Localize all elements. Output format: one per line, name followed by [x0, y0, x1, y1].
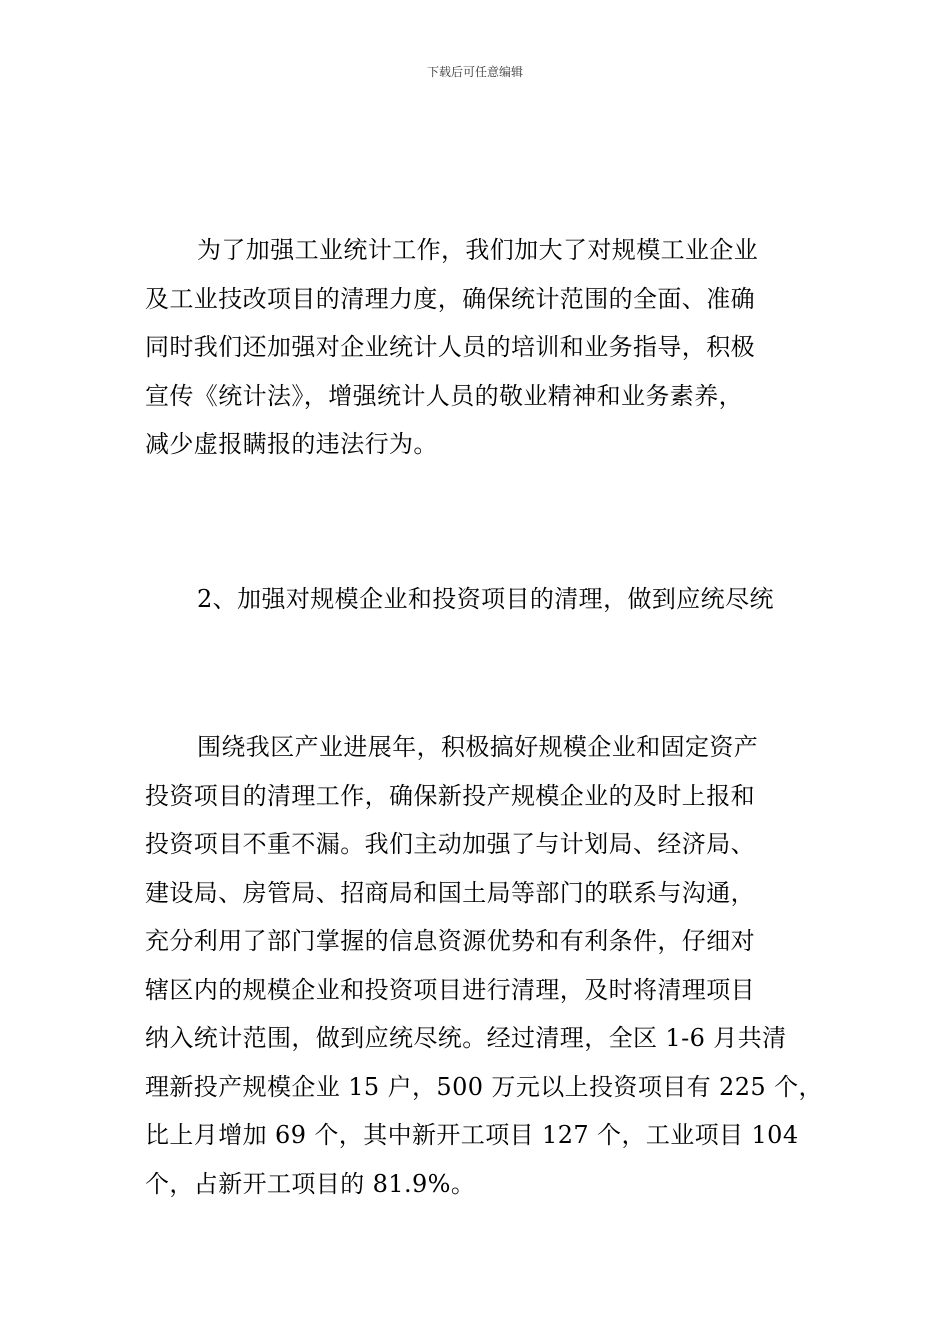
- paragraph-project-cleanup: [145, 723, 825, 1208]
- text-line: 减少虚报瞒报的违法行为。: [145, 430, 438, 458]
- text-line: 纳入统计范围，做到应统尽统。经过清理，全区 1-6 月共清: [145, 1024, 787, 1052]
- text-line: 为了加强工业统计工作，我们加大了对规模工业企业: [197, 236, 759, 264]
- text-line: 建设局、房管局、招商局和国土局等部门的联系与沟通，: [145, 878, 755, 907]
- paragraph-statistics-work: [145, 226, 825, 469]
- text-line: 比上月增加 69 个，其中新开工项目 127 个，工业项目 104: [145, 1121, 799, 1149]
- text-line: 同时我们还加强对企业统计人员的培训和业务指导，积极: [145, 333, 755, 361]
- text-line: 及工业技改项目的清理力度，确保统计范围的全面、准确: [145, 284, 755, 313]
- text-line: 宣传《统计法》，增强统计人员的敬业精神和业务素养，: [145, 381, 743, 410]
- heading-text: 2、加强对规模企业和投资项目的清理，做到应统尽统: [197, 585, 774, 613]
- text-line: 理新投产规模企业 15 户，500 万元以上投资项目有 225 个，: [145, 1072, 823, 1101]
- text-line: 投资项目的清理工作，确保新投产规模企业的及时上报和: [145, 781, 755, 810]
- text-line: 个，占新开工项目的 81.9%。: [145, 1169, 476, 1198]
- text-line: 围绕我区产业进展年，积极搞好规模企业和固定资产: [197, 733, 759, 761]
- page-header: 下载后可任意编辑: [426, 65, 523, 79]
- text-line: 投资项目不重不漏。我们主动加强了与计划局、经济局、: [145, 830, 755, 858]
- text-line: 辖区内的规模企业和投资项目进行清理，及时将清理项目: [145, 975, 755, 1004]
- section-heading: [145, 575, 825, 624]
- text-line: 充分利用了部门掌握的信息资源优势和有利条件，仔细对: [145, 927, 755, 955]
